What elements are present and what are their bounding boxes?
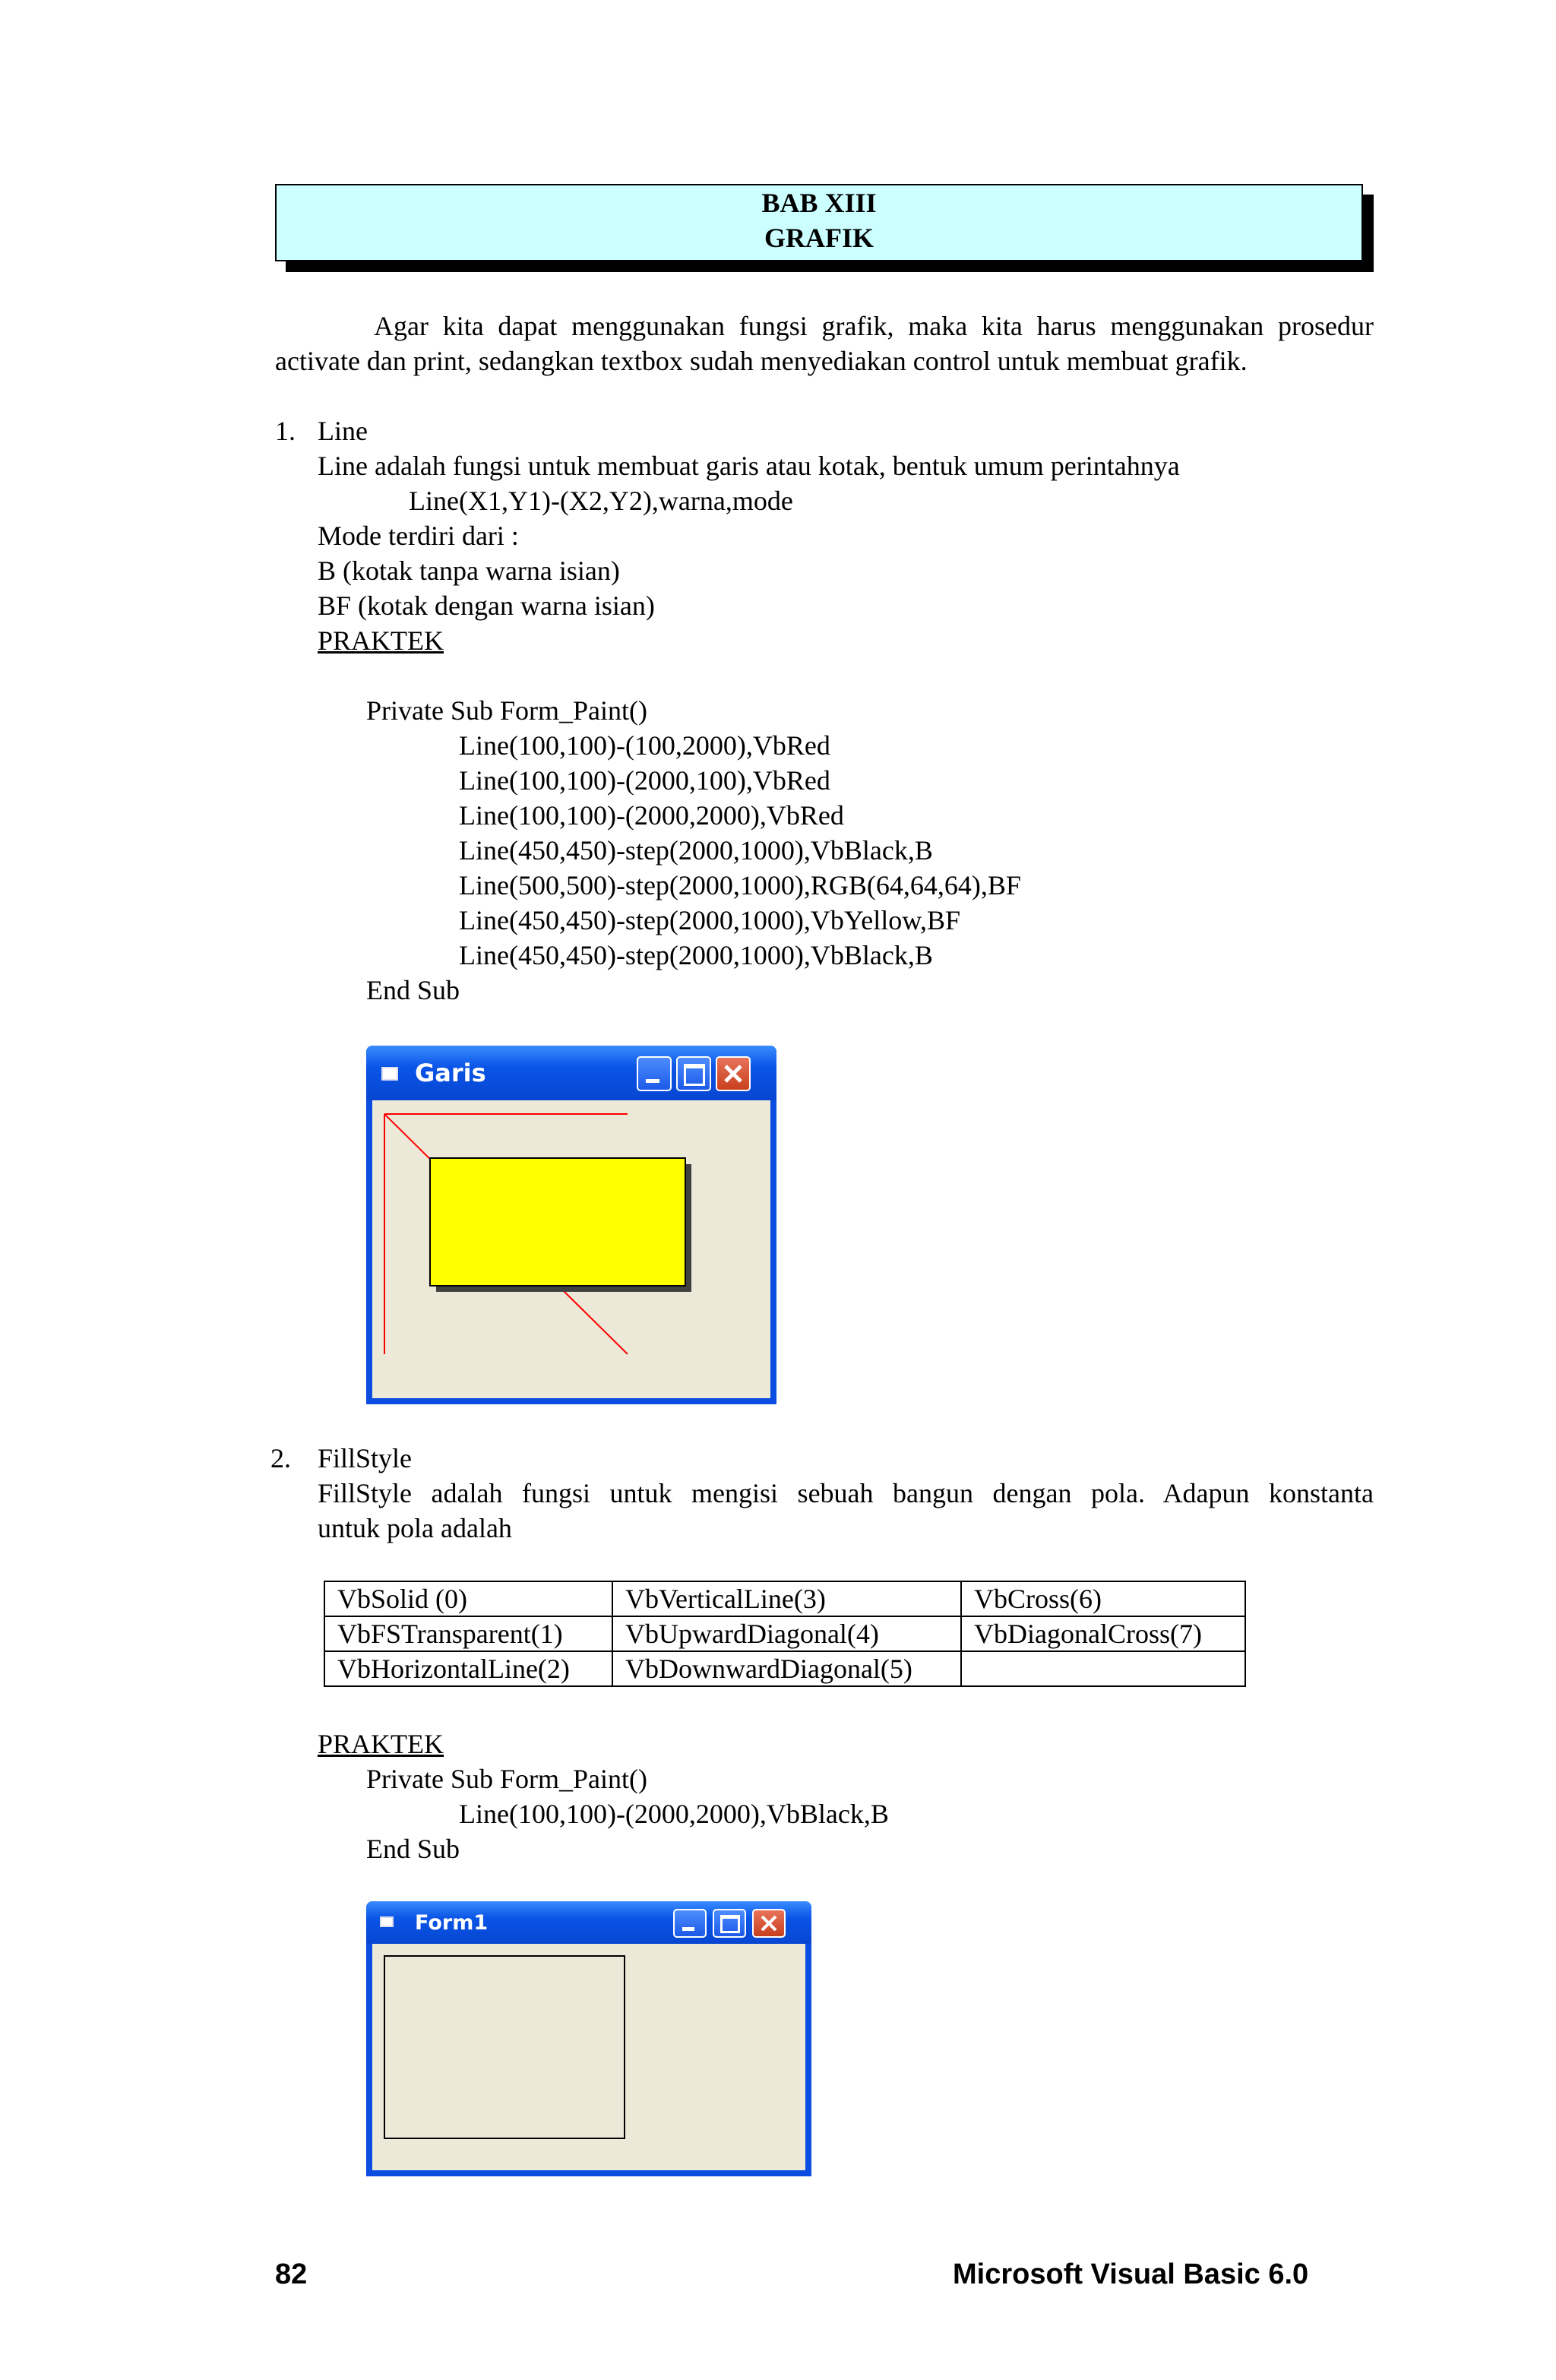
table-cell: VbHorizontalLine(2) [324,1651,612,1686]
app-icon [381,1067,398,1081]
intro-paragraph: Agar kita dapat menggunakan fungsi grafik, maka kita harus menggunakan prosedur activate dan print, sedangkan textbox sudah menyediakan control untuk membuat grafik. [275,311,1374,376]
code1-line: Line(100,100)-(100,2000),VbRed [459,730,830,761]
close-icon [754,1910,784,1936]
maximize-icon [720,1915,740,1933]
black-outline-box [384,1956,625,2138]
code2-line: Line(100,100)-(2000,2000),VbBlack,B [459,1799,889,1829]
form1-window [366,1901,811,2176]
close-button[interactable] [752,1909,786,1938]
table-cell: VbDownwardDiagonal(5) [612,1651,961,1686]
table-cell: VbDiagonalCross(7) [961,1616,1245,1651]
section2-desc-line1: FillStyle adalah fungsi untuk mengisi sebuah bangun dengan pola. Adapun konstanta [318,1478,1374,1508]
code1-line: Line(450,450)-step(2000,1000),VbBlack,B [459,835,933,866]
minimize-icon [646,1079,659,1083]
code1-line: Line(450,450)-step(2000,1000),VbBlack,B [459,940,933,970]
form1-drawing [372,1944,805,2170]
table-row [324,1616,1245,1651]
code2-line: Private Sub Form_Paint() [366,1764,647,1794]
form1-client-area [372,1944,805,2170]
code2-line: End Sub [366,1834,460,1864]
table-cell: VbFSTransparent(1) [324,1616,612,1651]
table-row [324,1581,1245,1616]
praktek-heading-2: PRAKTEK [318,1729,444,1759]
yellow-filled-box [430,1158,685,1286]
code1-line: End Sub [366,975,460,1005]
garis-client-area [372,1100,770,1398]
chapter-header [275,184,1363,261]
book-title: Microsoft Visual Basic 6.0 [953,2258,1309,2290]
section2-desc-line2: untuk pola adalah [318,1513,512,1543]
table-cell: VbUpwardDiagonal(4) [612,1616,961,1651]
code1-line: Line(100,100)-(2000,2000),VbRed [459,800,844,831]
praktek-heading-1: PRAKTEK [318,625,444,656]
garis-window [366,1046,776,1404]
code1-line: Line(500,500)-step(2000,1000),RGB(64,64,64),BF [459,870,1021,900]
table-row [324,1651,1245,1686]
maximize-button[interactable] [713,1909,746,1938]
line-syntax: Line(X1,Y1)-(X2,Y2),warna,mode [409,486,793,516]
mode-bf: BF (kotak dengan warna isian) [318,590,655,621]
table-cell: VbSolid (0) [324,1581,612,1616]
code1-line: Line(450,450)-step(2000,1000),VbYellow,BF [459,905,960,935]
minimize-icon [682,1927,694,1931]
section1-title: Line [318,416,368,446]
minimize-button[interactable] [673,1909,707,1938]
section1-desc: Line adalah fungsi untuk membuat garis atau kotak, bentuk umum perintahnya [318,451,1180,481]
table-cell: VbVerticalLine(3) [612,1581,961,1616]
garis-titlebar[interactable] [366,1046,776,1100]
minimize-button[interactable] [637,1056,672,1091]
close-button[interactable] [716,1056,751,1091]
fillstyle-table [324,1581,1246,1687]
section2-number: 2. [270,1443,291,1473]
code1-line: Private Sub Form_Paint() [366,695,647,726]
window-title: Garis [415,1059,486,1087]
chapter-title: GRAFIK [764,223,874,253]
section2-title: FillStyle [318,1443,413,1473]
app-icon [380,1916,394,1927]
window-title: Form1 [415,1911,489,1935]
table-cell [961,1651,1245,1686]
code1-line: Line(100,100)-(2000,100),VbRed [459,765,830,796]
close-icon [717,1058,749,1090]
garis-drawing [372,1100,770,1398]
page-number: 82 [275,2258,308,2290]
maximize-icon [684,1064,705,1086]
chapter-number: BAB XIII [761,188,877,218]
form1-titlebar[interactable] [366,1901,811,1944]
maximize-button[interactable] [676,1056,711,1091]
table-cell: VbCross(6) [961,1581,1245,1616]
mode-b: B (kotak tanpa warna isian) [318,555,620,586]
section1-number: 1. [275,416,296,446]
mode-intro: Mode terdiri dari : [318,521,519,551]
